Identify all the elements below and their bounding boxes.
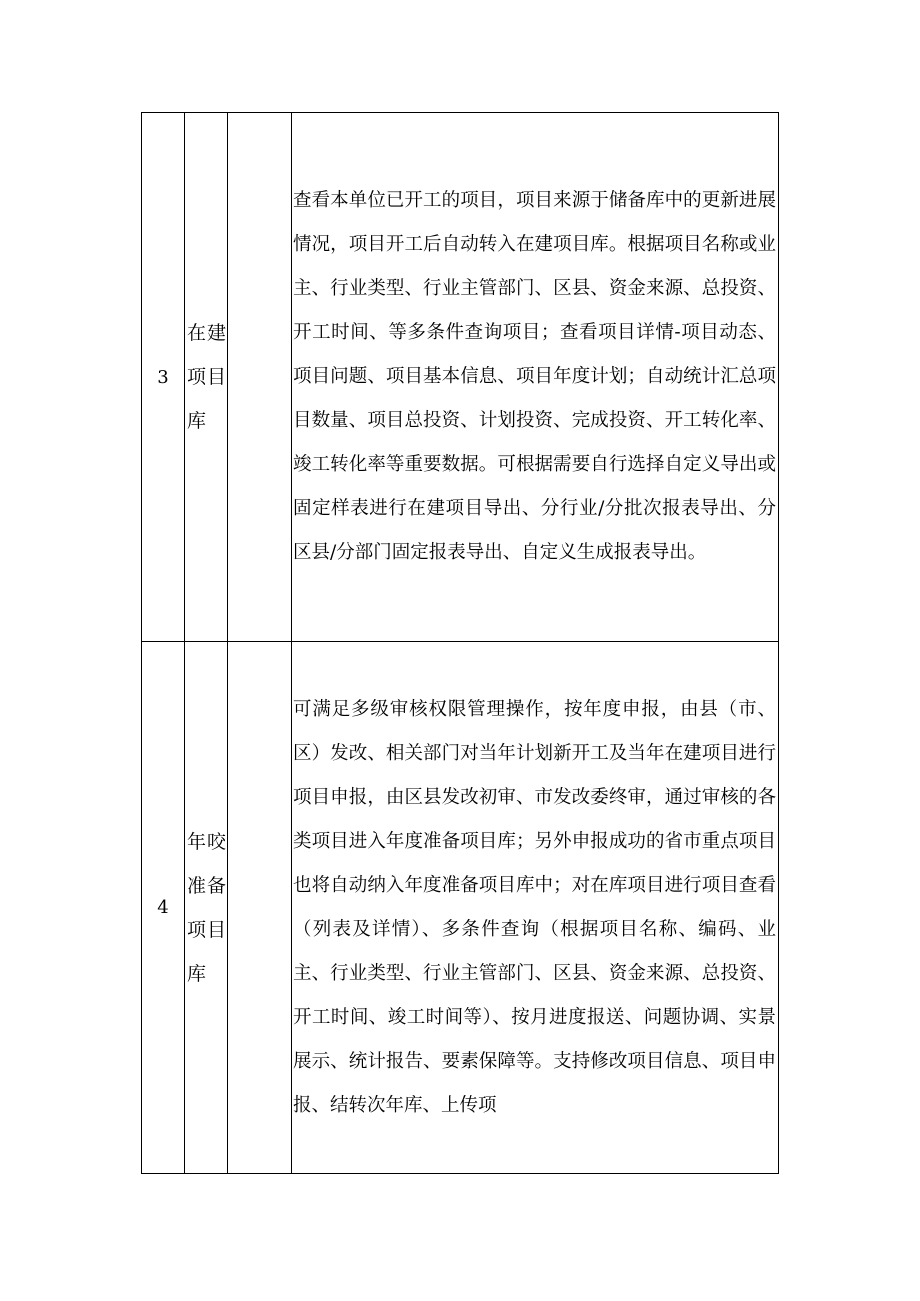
table-row — [142, 113, 779, 642]
row-number: 3 — [142, 113, 185, 642]
empty-cell — [228, 642, 292, 1174]
module-description — [292, 113, 779, 642]
module-name: 年咬准备项目库 — [185, 642, 228, 1174]
description-text: 查看本单位已开工的项目，项目来源于储备库中的更新进展情况，项目开工后自动转入在建项目库。根据项目名称或业主、行业类型、行业主管部门、区县、资金来源、总投资、开工时间、等多条件查询项目；查看项目详情-项目动态、项目问题、项目基本信息、项目年度计划；自动统计汇总项目数量、项目总投资、计划投资、完成投资、开工转化率、竣工转化率等重要数据。可根据需要自行选择自定义导出或固定样表进行在建项目导出、分行业/分批次报表导出、分区县/分部门固定报表导出、自定义生成报表导出。 — [293, 190, 776, 563]
function-spec-table — [141, 112, 779, 1174]
module-description — [292, 642, 779, 1174]
module-name: 在建项目库 — [185, 113, 228, 642]
empty-cell — [228, 113, 292, 642]
table-row — [142, 642, 779, 1174]
description-text: 可满足多级审核权限管理操作，按年度申报，由县（市、区）发改、相关部门对当年计划新开工及当年在建项目进行项目申报，由区县发改初审、市发改委终审，通过审核的各类项目进入年度准备项目库；另外申报成功的省市重点项目也将自动纳入年度准备项目库中；对在库项目进行项目查看（列表及详情）、多条件查询（根据项目名称、编码、业主、行业类型、行业主管部门、区县、资金来源、总投资、开工时间、竣工时间等）、按月进度报送、问题协调、实景展示、统计报告、要素保障等。支持修改项目信息、项目申报、结转次年库、上传项 — [293, 698, 776, 1116]
row-number: 4 — [142, 642, 185, 1174]
